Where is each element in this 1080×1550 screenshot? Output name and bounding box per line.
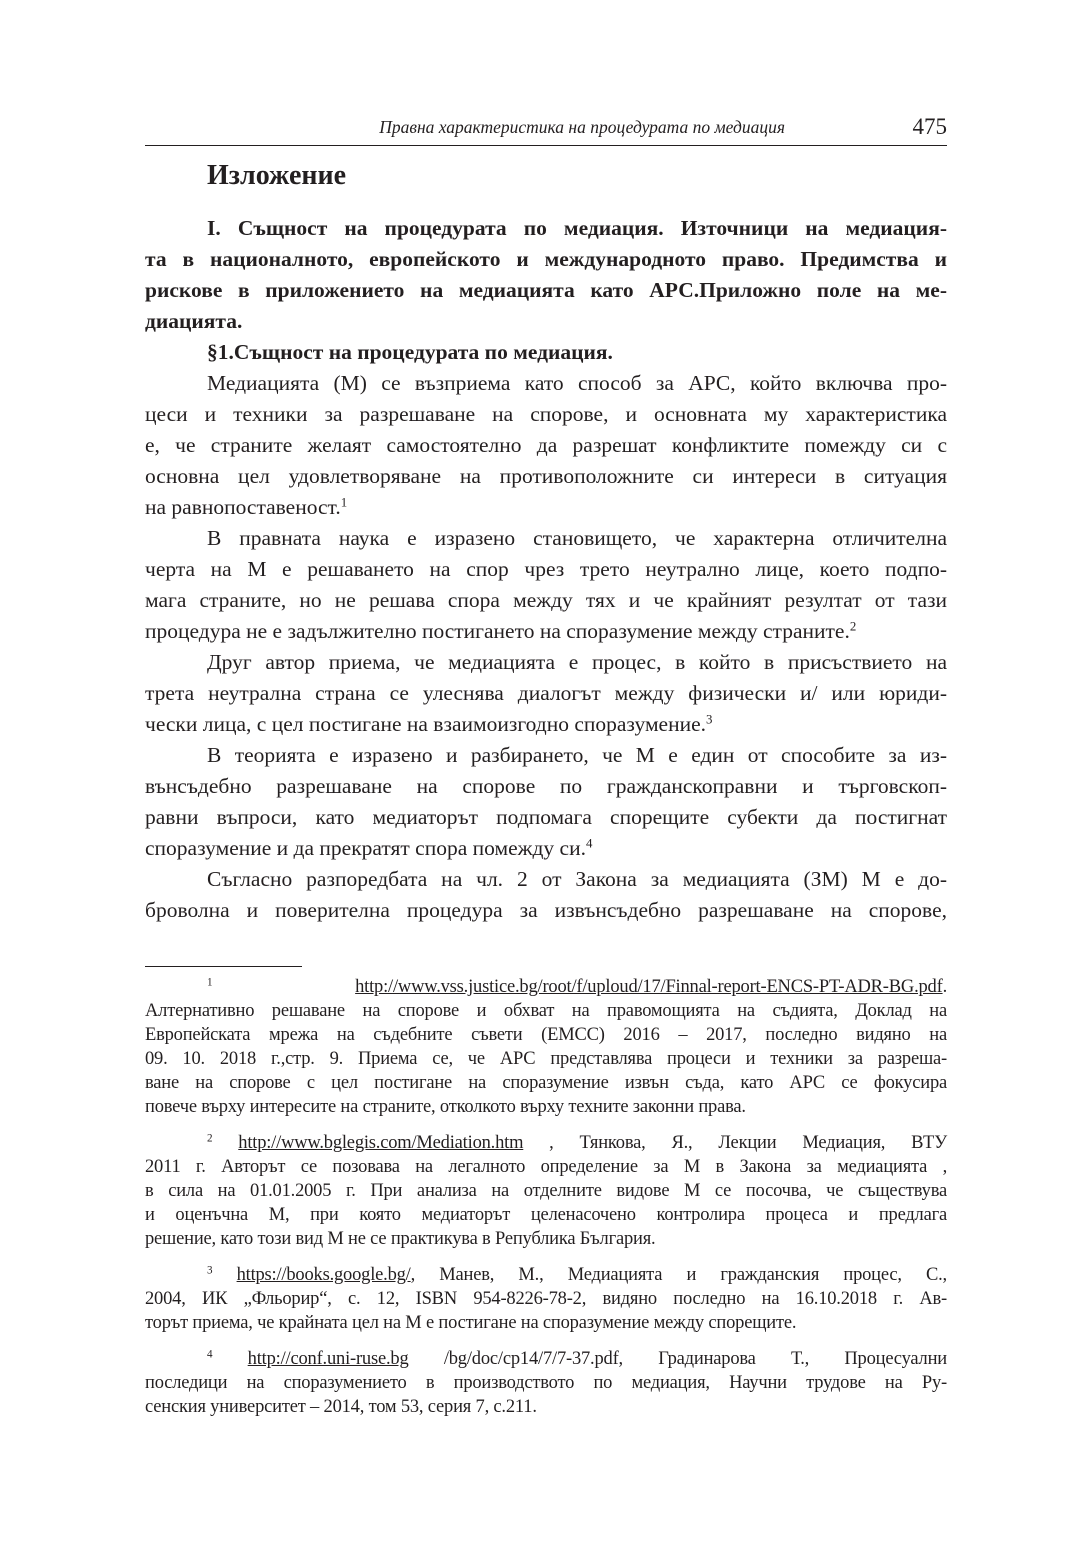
footnote-line: и оценъчна М, при която медиаторът целенасочено контролира процеса и предлага <box>145 1205 947 1225</box>
footnote-line: 2004, ИК „Фльорир“, с. 12, ISBN 954-8226-78-2, видяно последно на 16.10.2018 г. Ав- <box>145 1289 947 1309</box>
footnote-text: , Манев, М., Медиацията и гражданския процес, С., <box>410 1265 947 1285</box>
paragraph-line: споразумение и да прекратят спора помежду си.$^4$ <box>145 836 593 860</box>
paragraph-line: Медиацията (М) се възприема като способ за АРС, който включва про- <box>207 371 947 395</box>
footnote-reference[interactable]: 2 <box>849 619 857 634</box>
paragraph-line: на равнопоставеност.$^1$ <box>145 495 348 519</box>
paragraph-line: основна цел удовлетворяване на противоположните си интереси в ситуация <box>145 464 947 488</box>
footnote-link[interactable]: http://www.vss.justice.bg/root/f/uploud/17/Finnal-report-ENCS-PT-ADR-BG.pdf <box>355 977 943 997</box>
footnote-text: , Тянкова, Я., Лекции Медиация, ВТУ <box>523 1133 947 1153</box>
footnote-number: 2 <box>207 1132 213 1145</box>
page-number: 475 <box>912 114 947 139</box>
page-heading: Изложение <box>207 160 347 191</box>
footnote-line: торът приема, че крайната цел на М е постигане на споразумение между спорещите. <box>145 1313 797 1333</box>
paragraph-line: равни въпроси, като медиаторът подпомага спорещите субекти да постигнат <box>145 805 947 829</box>
footnote-line: повече върху интересите на страните, отколкото върху техните законни права. <box>145 1097 746 1117</box>
paragraph-line: Друг автор приема, че медиацията е процес, в който в присъствието на <box>207 650 947 674</box>
footnote-line: последици на споразумението в производството по медиация, Научни трудове на Ру- <box>145 1373 947 1393</box>
paragraph-line: цеси и техники за разрешаване на спорове, и основната му характеристика <box>145 402 947 426</box>
paragraph-line: В теорията е изразено и разбирането, че М е един от способите за из- <box>207 743 947 767</box>
paragraph-line: процедура не е задължително постигането на споразумение между страните.$^2$ <box>145 619 857 643</box>
paragraph-line: мага страните, но не решава спора между тях и че крайният резултат от тази <box>145 588 947 612</box>
footnote-text: . <box>942 977 947 997</box>
footnote-reference[interactable]: 4 <box>585 836 593 851</box>
footnote-first-line <box>207 1131 947 1155</box>
footnote-reference[interactable]: 3 <box>706 712 713 727</box>
paragraph-line: е, че страните желаят самостоятелно да разрешат конфликтите помежду си с <box>145 433 947 457</box>
header-rule <box>145 145 947 146</box>
footnote-text: /bg/doc/cp14/7/7-37.pdf, Градинарова Т., Процесуални <box>408 1349 947 1369</box>
paragraph-line: В правната наука е изразено становището, че характерна отличителна <box>207 526 947 550</box>
footnote-reference[interactable]: 1 <box>340 495 348 510</box>
paragraph-line: вънсъдебно разрешаване на спорове по гражданскоправни и търговскоп- <box>145 774 947 798</box>
footnote-line: в сила на 01.01.2005 г. При анализа на отделните видове М се посочва, че съществува <box>145 1181 947 1201</box>
subsection-heading: §1.Същност на процедурата по медиация. <box>207 340 613 364</box>
paragraph-line: черта на М е решаването на спор чрез трето неутрално лице, което подпо- <box>145 557 947 581</box>
paragraph-line: чески лица, с цел постигане на взаимоизгодно споразумение.$^3$ <box>145 712 713 736</box>
footnote-number: 1 <box>207 976 213 989</box>
footnote-line: 09. 10. 2018 г.,стр. 9. Приема се, че АРС представлява процеси и техники за разреша- <box>145 1049 947 1069</box>
footnote-line: ване на спорове с цел постигане на споразумение извън съда, като АРС се фокусира <box>145 1073 947 1093</box>
paragraph-line: Съгласно разпоредбата на чл. 2 от Закона за медиацията (ЗМ) М е до- <box>207 867 947 891</box>
section-heading-line: I. Същност на процедурата по медиация. Източници на медиация- <box>207 216 947 240</box>
footnote-line: 2011 г. Авторът се позовава на легалното определение за М в Закона за медиацията , <box>145 1157 947 1177</box>
section-heading-line: та в националното, европейското и международното право. Предимства и <box>145 247 947 271</box>
paragraph-line: броволна и поверителна процедура за извънсъдебно разрешаване на спорове, <box>145 898 947 922</box>
footnote-line: Европейската мрежа на съдебните съвети (ЕМСС) 2016 – 2017, последно видяно на <box>145 1025 947 1045</box>
footnote-line: решение, като този вид М не се практикува в Република България. <box>145 1229 656 1249</box>
section-heading-line: рискове в приложението на медиацията като АРС.Приложно поле на ме- <box>145 278 947 302</box>
footnote-first-line <box>207 975 947 999</box>
footnote-link[interactable]: http://www.bglegis.com/Mediation.htm <box>238 1133 524 1153</box>
footnote-number: 3 <box>207 1264 213 1277</box>
footnote-line: сенския университет – 2014, том 53, серия 7, с.211. <box>145 1397 537 1417</box>
footnote-link[interactable]: https://books.google.bg/ <box>236 1265 411 1285</box>
footnote-line: Алтернативно решаване на спорове и обхват на правомощията на съдията, Доклад на <box>145 1001 947 1021</box>
section-heading-line: диацията. <box>145 309 243 333</box>
footnote-first-line <box>207 1347 947 1371</box>
paragraph-line: трета неутрална страна се улеснява диалогът между физически и/ или юриди- <box>145 681 947 705</box>
footnote-number: 4 <box>207 1348 213 1361</box>
footnote-first-line <box>207 1263 947 1287</box>
footnote-link[interactable]: http://conf.uni-ruse.bg <box>247 1349 409 1369</box>
footnote-separator <box>145 966 302 967</box>
running-title: Правна характеристика на процедурата по медиация <box>379 117 785 137</box>
